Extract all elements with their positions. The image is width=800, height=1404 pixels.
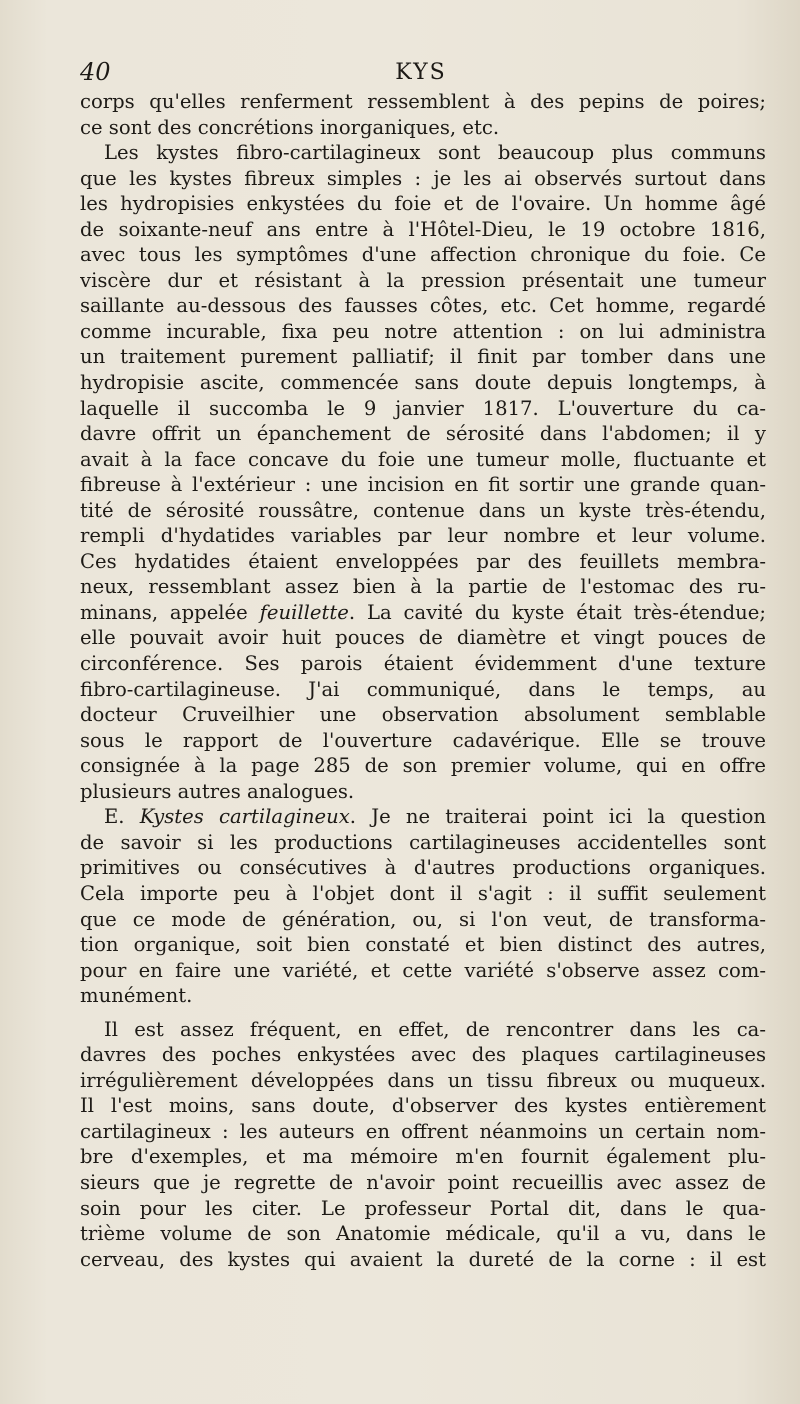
text-line: Ces hydatides étaient enveloppées par des feuillets membra- [80, 549, 766, 573]
text-line: Cela importe peu à l'objet dont il s'agit : il suffit seulement [80, 881, 766, 905]
text-line: cerveau, des kystes qui avaient la dureté de la corne : il est [80, 1247, 766, 1271]
text-line: davre offrit un épanchement de sérosité dans l'abdomen; il y [80, 422, 766, 446]
text-line: docteur Cruveilhier une observation absolument semblable [80, 703, 766, 727]
text-line: minans, appelée feuillette. La cavité du kyste était très-étendue; [80, 600, 766, 624]
text-line: pour en faire une variété, et cette variété s'observe assez com- [80, 958, 766, 982]
text-line: rempli d'hydatides variables par leur nombre et leur volume. [80, 524, 766, 548]
text-line: neux, ressemblant assez bien à la partie de l'estomac des ru- [80, 575, 766, 599]
text-line: les hydropisies enkystées du foie et de l'ovaire. Un homme âgé [80, 192, 766, 216]
text-line: corps qu'elles renferment ressemblent à des pepins de poires; [80, 90, 766, 113]
paragraph [80, 1017, 766, 1272]
paragraph [80, 804, 766, 1008]
text-line: de soixante-neuf ans entre à l'Hôtel-Dieu, le 19 octobre 1816, [80, 217, 766, 241]
text-line: E. Kystes cartilagineux. Je ne traiterai point ici la question [104, 805, 766, 829]
text-line: avec tous les symptômes d'une affection chronique du foie. Ce [80, 243, 766, 267]
text-line: hydropisie ascite, commencée sans doute depuis longtemps, à [80, 371, 766, 395]
running-head: KYS [395, 60, 447, 85]
paragraph [80, 89, 766, 140]
text-line: cartilagineux : les auteurs en offrent néanmoins un certain nom- [80, 1119, 766, 1143]
text-line: ce sont des concrétions inorganiques, etc. [80, 115, 500, 139]
text-line: tité de sérosité roussâtre, contenue dans un kyste très-étendu, [80, 498, 766, 522]
page-header [80, 58, 762, 92]
text-line: de savoir si les productions cartilagineuses accidentelles sont [80, 830, 766, 854]
body-text [80, 89, 766, 1272]
text-line: consignée à la page 285 de son premier volume, qui en offre [80, 754, 766, 778]
text-line: viscère dur et résistant à la pression présentait une tumeur [80, 268, 766, 292]
text-line: circonférence. Ses parois étaient évidemment d'une texture [80, 652, 766, 676]
text-line: Il est assez fréquent, en effet, de rencontrer dans les ca- [104, 1017, 766, 1041]
text-line: davres des poches enkystées avec des plaques cartilagineuses [80, 1043, 766, 1067]
text-line: elle pouvait avoir huit pouces de diamètre et vingt pouces de [80, 626, 766, 650]
text-line: bre d'exemples, et ma mémoire m'en fournit également plu- [80, 1145, 766, 1169]
text-line: avait à la face concave du foie une tumeur molle, fluctuante et [80, 447, 766, 471]
page-number: 40 [80, 58, 111, 86]
text-line: plusieurs autres analogues. [80, 779, 355, 803]
text-line: laquelle il succomba le 9 janvier 1817. L'ouverture du ca- [80, 396, 766, 420]
text-line: que les kystes fibreux simples : je les ai observés surtout dans [80, 166, 766, 190]
text-line: tion organique, soit bien constaté et bien distinct des autres, [80, 933, 766, 957]
text-line: Il l'est moins, sans doute, d'observer des kystes entièrement [80, 1094, 766, 1118]
text-line: primitives ou consécutives à d'autres productions organiques. [80, 856, 766, 880]
paragraph-gap [80, 1009, 766, 1017]
text-line: sous le rapport de l'ouverture cadavérique. Elle se trouve [80, 728, 766, 752]
paragraph [80, 140, 766, 804]
text-line: soin pour les citer. Le professeur Portal dit, dans le qua- [80, 1196, 766, 1220]
text-line: comme incurable, fixa peu notre attention : on lui administra [80, 319, 766, 343]
text-line: munément. [80, 984, 193, 1008]
text-line: sieurs que je regrette de n'avoir point recueillis avec assez de [80, 1170, 766, 1194]
text-line: que ce mode de génération, ou, si l'on veut, de transforma- [80, 907, 766, 931]
text-line: trième volume de son Anatomie médicale, qu'il a vu, dans le [80, 1222, 766, 1246]
text-line: fibro-cartilagineuse. J'ai communiqué, dans le temps, au [80, 677, 766, 701]
text-line: un traitement purement palliatif; il finit par tomber dans une [80, 345, 766, 369]
text-line: Les kystes fibro-cartilagineux sont beaucoup plus communs [104, 141, 766, 165]
text-line: irrégulièrement développées dans un tissu fibreux ou muqueux. [80, 1068, 766, 1092]
text-line: saillante au-dessous des fausses côtes, etc. Cet homme, regardé [80, 294, 766, 318]
text-line: fibreuse à l'extérieur : une incision en fit sortir une grande quan- [80, 473, 766, 497]
